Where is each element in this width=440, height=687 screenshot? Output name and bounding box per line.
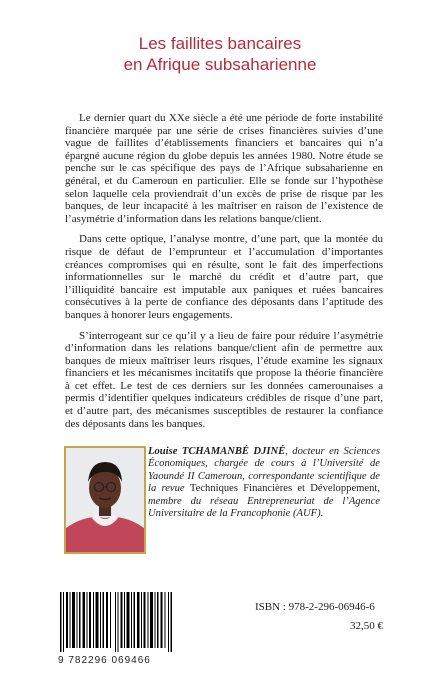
book-title-line-2: en Afrique subsaharienne [123, 55, 317, 74]
author-name: Louise TCHAMANBÉ DJINÉ [148, 446, 286, 457]
summary-paragraph-2: Dans cette optique, l’analyse montre, d’une part, que la montée du risque de défaut de l’emprunteur et l’accumulation d’importantes créances compromises qui en résulte, sont le fait des imperfections informationnelles sur le marché du crédit et d’autre part, que l’illiquidité bancaire est imputable aux paniques et ruées bancaires consécutives à la perte de confiance des déposants dans l’aptitude des banques à honorer leurs engagements. [65, 233, 383, 321]
author-bio-journal: Techniques Financières et Développement [189, 483, 378, 495]
summary-paragraph-1: Le dernier quart du XXe siècle a été une période de forte instabilité financière marquée par une série de crises financières suivies d’une vague de faillites d’établissements financiers et bancaires qui n’a épargné aucune région du globe depuis les années 1980. Notre étude se penche sur le cas spécifique des pays de l’Afrique subsaharienne en général, et du Cameroun en particulier. Elle se fonde sur l’hypothèse selon laquelle cela proviendrait d’un excès de prise de risque par les banques, de leur incapacité à les maîtriser en raison de l’existence de l’asymétrie d’information dans les relations banque/client. [65, 112, 383, 225]
summary-paragraph-3: S’interrogeant sur ce qu’il y a lieu de faire pour réduire l’asymétrie d’information dans les relations banque/client afin de permettre aux banques de mieux maîtriser leurs risques, l’étude examine les signaux financiers et les mécanismes incitatifs que propose la théorie financière à cet effet. Le test de ces derniers sur les données camerounaises a permis d’identifier quelques indicateurs crédibles de risque d’une part, et d’autre part, des mécanismes susceptibles de restaurer la confiance des déposants dans les banques. [65, 329, 383, 430]
author-bio [148, 446, 380, 520]
author-bio-text-a: , docteur en Sciences Économiques, chargée de cours à l’Université de Yaoundé II Cameroun, correspondante scientifique de la revue [148, 446, 381, 495]
barcode-digits: 9 782296 069466 [58, 655, 151, 666]
book-title-line-1: Les faillites bancaires [138, 34, 302, 53]
author-portrait-icon [66, 448, 144, 552]
barcode-icon [58, 592, 178, 652]
author-photo [64, 446, 146, 554]
isbn: ISBN : 978-2-296-06946-6 [255, 601, 375, 613]
book-title [0, 33, 440, 75]
price: 32,50 € [350, 620, 383, 632]
back-cover-summary [65, 112, 383, 438]
author-bio-text-c: , membre du réseau Entrepreneuriat de l’Agence Universitaire de la Francophonie (AUF). [148, 483, 380, 520]
